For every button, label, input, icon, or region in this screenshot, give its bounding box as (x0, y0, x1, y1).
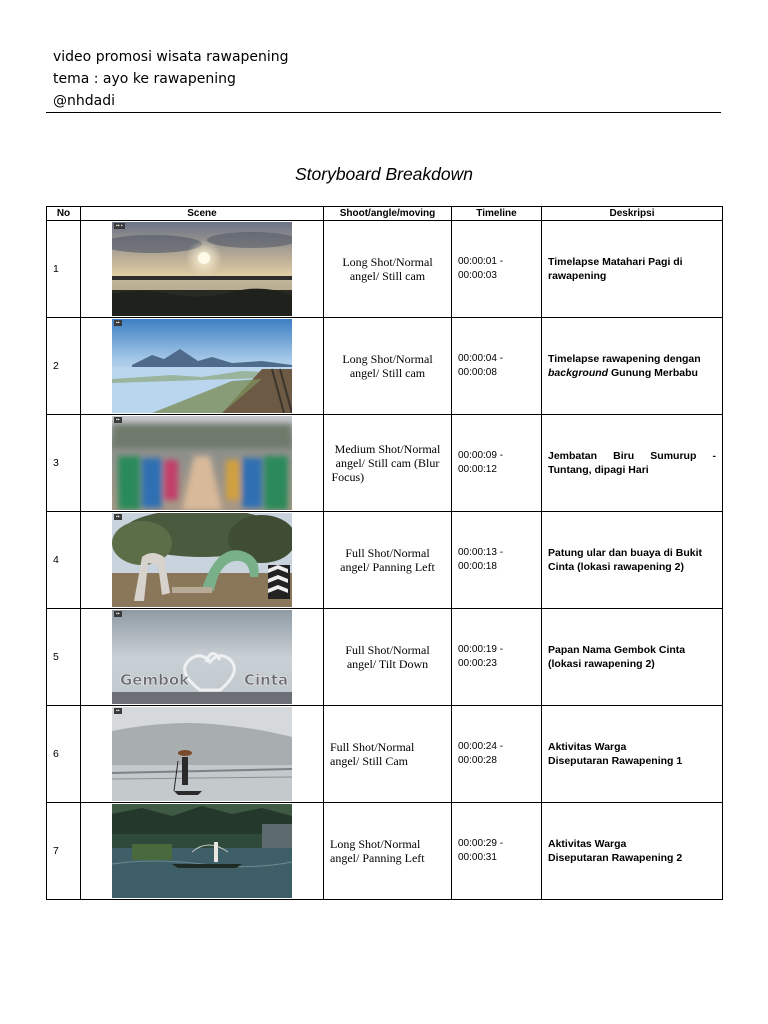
image-label-tag: ▪▪ (116, 514, 120, 520)
image-label-tag: ▪▪ (116, 417, 120, 423)
table-row (47, 221, 723, 318)
image-label-tag: ▪▪ ▪ (116, 223, 123, 229)
description: Jembatan Biru Sumurup - Tuntang, dipagi Hari (542, 415, 723, 512)
description: Timelapse rawapening dengan background Gunung Merbabu (542, 318, 723, 415)
table-row (47, 415, 723, 512)
row-number: 4 (47, 512, 81, 609)
timeline: 00:00:04 - 00:00:08 (452, 318, 542, 415)
header-video-title: video promosi wisata rawapening (53, 49, 289, 65)
header-divider (46, 112, 721, 113)
scene-image-blue-bridge (112, 416, 292, 510)
description: Papan Nama Gembok Cinta (lokasi rawapening 2) (542, 609, 723, 706)
shot-type: Long Shot/Normal angel/ Panning Left (324, 803, 452, 900)
storyboard-table (46, 206, 723, 900)
scene-cell (81, 512, 324, 609)
table-row (47, 512, 723, 609)
row-number: 6 (47, 706, 81, 803)
shot-type: Full Shot/Normal angel/ Panning Left (324, 512, 452, 609)
shot-type: Full Shot/Normal angel/ Tilt Down (324, 609, 452, 706)
scene-image-love-lock-sign (112, 610, 292, 704)
table-row (47, 318, 723, 415)
column-header-no: No (47, 207, 81, 221)
column-header-timeline: Timeline (452, 207, 542, 221)
row-number: 7 (47, 803, 81, 900)
page-title: Storyboard Breakdown (294, 164, 474, 184)
scene-cell (81, 609, 324, 706)
image-label-tag: ▪▪ (116, 320, 120, 326)
timeline: 00:00:19 - 00:00:23 (452, 609, 542, 706)
sign-text-right: Cinta (244, 671, 289, 689)
description: Patung ular dan buaya di Bukit Cinta (lokasi rawapening 2) (542, 512, 723, 609)
column-header-shot: Shoot/angle/moving (324, 207, 452, 221)
row-number: 3 (47, 415, 81, 512)
scene-image-sunrise (112, 222, 292, 316)
row-number: 1 (47, 221, 81, 318)
document-header (53, 46, 289, 112)
shot-type: Medium Shot/Normal angel/ Still cam (Blur Focus) (324, 415, 452, 512)
scene-cell (81, 221, 324, 318)
timeline: 00:00:29 - 00:00:31 (452, 803, 542, 900)
scene-cell (81, 803, 324, 900)
table-row (47, 609, 723, 706)
description: Timelapse Matahari Pagi di rawapening (542, 221, 723, 318)
description: Aktivitas Warga Diseputaran Rawapening 1 (542, 706, 723, 803)
sign-text-left: Gembok (120, 671, 190, 689)
scene-image-fishing-boat (112, 804, 292, 898)
scene-cell (81, 318, 324, 415)
image-label-tag: ▪▪ (116, 708, 120, 714)
header-theme: tema : ayo ke rawapening (53, 71, 236, 87)
shot-type: Long Shot/Normal angel/ Still cam (324, 221, 452, 318)
table-header-row (47, 207, 723, 221)
timeline: 00:00:09 - 00:00:12 (452, 415, 542, 512)
shot-type: Full Shot/Normal angel/ Still Cam (324, 706, 452, 803)
timeline: 00:00:13 - 00:00:18 (452, 512, 542, 609)
table-row (47, 803, 723, 900)
row-number: 2 (47, 318, 81, 415)
column-header-scene: Scene (81, 207, 324, 221)
description: Aktivitas Warga Diseputaran Rawapening 2 (542, 803, 723, 900)
scene-image-fisherman-fog (112, 707, 292, 801)
scene-image-merbabu (112, 319, 292, 413)
row-number: 5 (47, 609, 81, 706)
timeline: 00:00:01 - 00:00:03 (452, 221, 542, 318)
scene-image-statue-park (112, 513, 292, 607)
scene-cell (81, 415, 324, 512)
shot-type: Long Shot/Normal angel/ Still cam (324, 318, 452, 415)
column-header-description: Deskripsi (542, 207, 723, 221)
table-row (47, 706, 723, 803)
scene-cell (81, 706, 324, 803)
header-author: @nhdadi (53, 93, 115, 109)
timeline: 00:00:24 - 00:00:28 (452, 706, 542, 803)
image-label-tag: ▪▪ (116, 611, 120, 617)
